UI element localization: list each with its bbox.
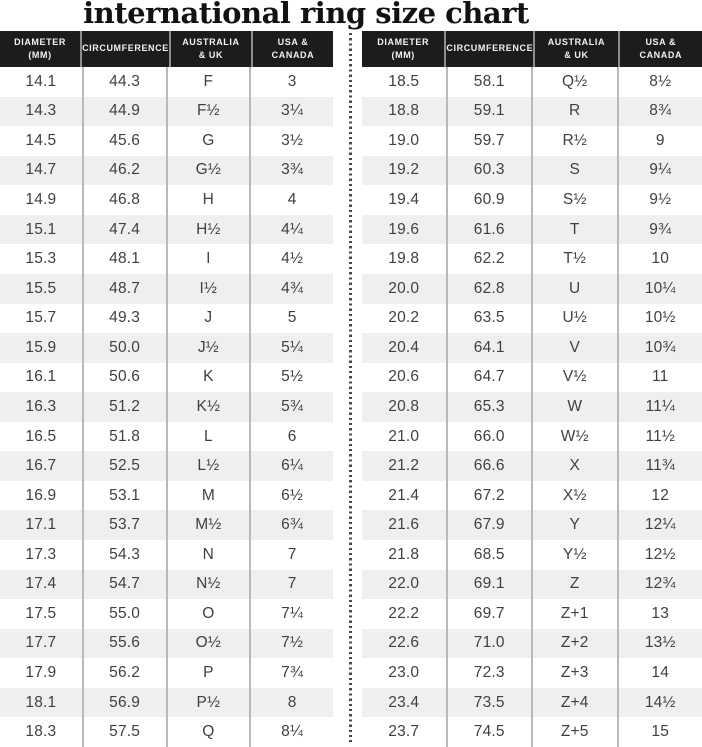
- column-header-australia-uk: [169, 31, 251, 67]
- table-cell: 49.3: [82, 304, 166, 334]
- table-row: [0, 570, 333, 600]
- table-cell: N: [166, 540, 250, 570]
- table-cell: 15.3: [25, 250, 57, 268]
- table-row: [0, 333, 333, 363]
- table-cell: 22.2: [388, 604, 420, 622]
- column-header-australia-uk: [533, 31, 617, 67]
- table-header-left: [0, 31, 333, 67]
- table-cell: 44.9: [82, 97, 166, 127]
- table-cell: 21.4: [388, 486, 420, 504]
- table-cell: 6¼: [249, 451, 333, 481]
- table-row: [0, 658, 333, 688]
- table-cell: X½: [531, 481, 617, 511]
- table-cell: 15.7: [25, 309, 57, 327]
- table-cell: Q: [166, 717, 250, 747]
- table-cell: 12¾: [617, 570, 702, 600]
- table-cell: 21.8: [388, 545, 420, 563]
- table-cell: 10¼: [617, 274, 702, 304]
- table-row: [362, 688, 702, 718]
- table-cell: 63.5: [446, 304, 532, 334]
- table-row: [362, 422, 702, 452]
- table-cell: 53.7: [82, 510, 166, 540]
- table-cell: 20.4: [388, 338, 420, 356]
- table-cell: J½: [166, 333, 250, 363]
- table-cell: L: [166, 422, 250, 452]
- column-header-line: USA &: [277, 36, 309, 47]
- table-cell: 7½: [249, 629, 333, 659]
- table-cell: P: [166, 658, 250, 688]
- table-cell: J: [166, 304, 250, 334]
- table-cell: 6¾: [249, 510, 333, 540]
- table-cell: 68.5: [446, 540, 532, 570]
- table-cell: O½: [166, 629, 250, 659]
- table-cell: H: [166, 185, 250, 215]
- table-cell: 15.1: [25, 220, 57, 238]
- table-cell: 13: [617, 599, 702, 629]
- table-cell: 16.3: [25, 397, 57, 415]
- column-header-circumference: [444, 31, 533, 67]
- column-header-line: (MM): [28, 50, 52, 60]
- table-row: [362, 274, 702, 304]
- table-cell: 21.0: [388, 427, 420, 445]
- table-cell: 18.5: [388, 72, 420, 90]
- table-cell: 10½: [617, 304, 702, 334]
- table-row: [0, 392, 333, 422]
- column-header-line: DIAMETER: [377, 36, 430, 47]
- table-cell: 23.0: [388, 664, 420, 682]
- table-cell: 48.7: [82, 274, 166, 304]
- table-cell: 62.2: [446, 244, 532, 274]
- table-cell: Z+1: [531, 599, 617, 629]
- table-cell: 66.0: [446, 422, 532, 452]
- table-cell: 3¾: [249, 156, 333, 186]
- table-cell: 5¼: [249, 333, 333, 363]
- table-row: [362, 304, 702, 334]
- table-row: [362, 451, 702, 481]
- table-cell: 50.6: [82, 363, 166, 393]
- table-cell: K: [166, 363, 250, 393]
- table-cell: 15.9: [25, 338, 57, 356]
- table-cell: 23.7: [388, 723, 420, 741]
- table-cell: 3¼: [249, 97, 333, 127]
- table-cell: 7¾: [249, 658, 333, 688]
- table-cell: Y½: [531, 540, 617, 570]
- table-cell: 56.2: [82, 658, 166, 688]
- table-row: [0, 156, 333, 186]
- table-cell: 10¾: [617, 333, 702, 363]
- table-row: [0, 540, 333, 570]
- column-header-diameter: [362, 31, 444, 67]
- table-cell: 69.1: [446, 570, 532, 600]
- table-row: [362, 156, 702, 186]
- table-cell: S: [531, 156, 617, 186]
- table-cell: 16.1: [25, 368, 57, 386]
- table-cell: 54.3: [82, 540, 166, 570]
- table-cell: 44.3: [82, 67, 166, 97]
- table-cell: N½: [166, 570, 250, 600]
- table-cell: 4: [249, 185, 333, 215]
- table-cell: 12½: [617, 540, 702, 570]
- table-cell: 4¾: [249, 274, 333, 304]
- table-cell: 7: [249, 570, 333, 600]
- table-cell: Q½: [531, 67, 617, 97]
- table-row: [362, 599, 702, 629]
- table-cell: Z+3: [531, 658, 617, 688]
- table-cell: 58.1: [446, 67, 532, 97]
- table-cell: 18.1: [25, 693, 57, 711]
- table-cell: 20.8: [388, 397, 420, 415]
- table-cell: 73.5: [446, 688, 532, 718]
- table-row: [0, 422, 333, 452]
- table-cell: 3: [249, 67, 333, 97]
- table-cell: 67.2: [446, 481, 532, 511]
- table-cell: 8¾: [617, 97, 702, 127]
- table-cell: F½: [166, 97, 250, 127]
- table-row: [362, 717, 702, 747]
- table-row: [0, 274, 333, 304]
- table-row: [362, 185, 702, 215]
- table-cell: 11¼: [617, 392, 702, 422]
- table-cell: X: [531, 451, 617, 481]
- table-cell: 16.5: [25, 427, 57, 445]
- table-row: [362, 67, 702, 97]
- table-cell: 14½: [617, 688, 702, 718]
- table-cell: 15.5: [25, 279, 57, 297]
- dotted-divider: [333, 31, 362, 747]
- column-header-line: AUSTRALIA: [182, 36, 240, 47]
- table-cell: 61.6: [446, 215, 532, 245]
- table-cell: 12: [617, 481, 702, 511]
- table-row: [362, 510, 702, 540]
- table-cell: O: [166, 599, 250, 629]
- table-cell: 71.0: [446, 629, 532, 659]
- table-cell: 9¾: [617, 215, 702, 245]
- table-cell: 19.2: [388, 161, 420, 179]
- table-cell: 55.0: [82, 599, 166, 629]
- column-header-line: CIRCUMFERENCE: [446, 43, 534, 54]
- table-cell: 69.7: [446, 599, 532, 629]
- table-cell: 22.6: [388, 634, 420, 652]
- table-cell: T: [531, 215, 617, 245]
- table-row: [0, 244, 333, 274]
- table-cell: 18.3: [25, 723, 57, 741]
- table-cell: 52.5: [82, 451, 166, 481]
- table-cell: 48.1: [82, 244, 166, 274]
- table-cell: 16.7: [25, 457, 57, 475]
- table-row: [0, 67, 333, 97]
- table-cell: 8½: [617, 67, 702, 97]
- table-cell: 11¾: [617, 451, 702, 481]
- table-cell: 10: [617, 244, 702, 274]
- table-row: [0, 599, 333, 629]
- table-cell: 59.7: [446, 126, 532, 156]
- table-cell: 47.4: [82, 215, 166, 245]
- table-row: [362, 481, 702, 511]
- column-header-line: & UK: [564, 50, 589, 60]
- table-row: [0, 451, 333, 481]
- table-cell: 9½: [617, 185, 702, 215]
- table-row: [0, 185, 333, 215]
- table-cell: 11: [617, 363, 702, 393]
- table-cell: 18.8: [388, 102, 420, 120]
- ring-size-table-left: [0, 31, 333, 747]
- column-header-circumference: [80, 31, 169, 67]
- table-row: [0, 126, 333, 156]
- ring-size-table-right: [362, 31, 702, 747]
- table-cell: 17.4: [25, 575, 57, 593]
- table-row: [0, 629, 333, 659]
- table-cell: 14.1: [25, 72, 57, 90]
- table-cell: G½: [166, 156, 250, 186]
- table-cell: 64.1: [446, 333, 532, 363]
- column-header-usa-canada: [618, 31, 702, 67]
- table-cell: 65.3: [446, 392, 532, 422]
- table-cell: 14: [617, 658, 702, 688]
- table-row: [362, 540, 702, 570]
- table-cell: 5½: [249, 363, 333, 393]
- table-cell: 8: [249, 688, 333, 718]
- table-cell: 19.8: [388, 250, 420, 268]
- table-cell: R½: [531, 126, 617, 156]
- table-cell: H½: [166, 215, 250, 245]
- table-body-right: [362, 67, 702, 747]
- column-header-line: CIRCUMFERENCE: [82, 43, 169, 54]
- table-row: [362, 570, 702, 600]
- table-cell: 46.8: [82, 185, 166, 215]
- tables-container: [0, 31, 702, 747]
- column-header-line: CANADA: [271, 50, 315, 60]
- table-cell: I: [166, 244, 250, 274]
- column-header-line: AUSTRALIA: [547, 36, 606, 47]
- table-header-right: [362, 31, 702, 67]
- table-row: [0, 304, 333, 334]
- table-cell: 9¼: [617, 156, 702, 186]
- table-cell: 64.7: [446, 363, 532, 393]
- table-cell: Z: [531, 570, 617, 600]
- table-cell: Z+2: [531, 629, 617, 659]
- table-cell: 4¼: [249, 215, 333, 245]
- table-row: [0, 97, 333, 127]
- column-header-line: DIAMETER: [14, 36, 66, 47]
- column-header-line: CANADA: [639, 50, 683, 60]
- table-cell: I½: [166, 274, 250, 304]
- table-cell: G: [166, 126, 250, 156]
- column-header-line: (MM): [391, 50, 415, 60]
- column-header-line: & UK: [198, 50, 224, 60]
- table-cell: 17.3: [25, 545, 57, 563]
- table-row: [0, 688, 333, 718]
- table-cell: 3½: [249, 126, 333, 156]
- table-cell: Y: [531, 510, 617, 540]
- table-cell: 7¼: [249, 599, 333, 629]
- table-cell: T½: [531, 244, 617, 274]
- table-row: [362, 658, 702, 688]
- table-cell: 14.5: [25, 131, 57, 149]
- table-cell: 13½: [617, 629, 702, 659]
- table-cell: 6: [249, 422, 333, 452]
- table-row: [362, 363, 702, 393]
- table-row: [362, 215, 702, 245]
- table-row: [362, 333, 702, 363]
- table-cell: 14.7: [25, 161, 57, 179]
- table-cell: 17.7: [25, 634, 57, 652]
- table-cell: V½: [531, 363, 617, 393]
- table-cell: 66.6: [446, 451, 532, 481]
- table-cell: 11½: [617, 422, 702, 452]
- table-cell: 19.0: [388, 131, 420, 149]
- table-cell: 16.9: [25, 486, 57, 504]
- table-cell: 51.2: [82, 392, 166, 422]
- table-cell: 5: [249, 304, 333, 334]
- table-cell: 14.3: [25, 102, 57, 120]
- table-cell: 19.6: [388, 220, 420, 238]
- table-cell: 14.9: [25, 191, 57, 209]
- table-cell: 9: [617, 126, 702, 156]
- table-cell: 72.3: [446, 658, 532, 688]
- table-cell: W½: [531, 422, 617, 452]
- table-cell: 21.6: [388, 516, 420, 534]
- table-row: [0, 363, 333, 393]
- table-cell: 60.3: [446, 156, 532, 186]
- table-cell: 19.4: [388, 191, 420, 209]
- table-cell: 21.2: [388, 457, 420, 475]
- table-cell: 12¼: [617, 510, 702, 540]
- table-cell: S½: [531, 185, 617, 215]
- table-cell: 22.0: [388, 575, 420, 593]
- table-cell: 8¼: [249, 717, 333, 747]
- table-cell: 53.1: [82, 481, 166, 511]
- table-row: [0, 717, 333, 747]
- table-cell: M: [166, 481, 250, 511]
- table-cell: 6½: [249, 481, 333, 511]
- table-cell: F: [166, 67, 250, 97]
- table-cell: 55.6: [82, 629, 166, 659]
- table-cell: 15: [617, 717, 702, 747]
- table-cell: P½: [166, 688, 250, 718]
- table-cell: 50.0: [82, 333, 166, 363]
- table-cell: 62.8: [446, 274, 532, 304]
- table-cell: 67.9: [446, 510, 532, 540]
- table-row: [0, 510, 333, 540]
- table-cell: 5¾: [249, 392, 333, 422]
- table-body-left: [0, 67, 333, 747]
- table-cell: 57.5: [82, 717, 166, 747]
- table-cell: 46.2: [82, 156, 166, 186]
- table-cell: 4½: [249, 244, 333, 274]
- table-cell: 45.6: [82, 126, 166, 156]
- table-cell: 74.5: [446, 717, 532, 747]
- column-header-usa-canada: [251, 31, 333, 67]
- page-title: international ring size chart: [83, 0, 529, 30]
- table-cell: 60.9: [446, 185, 532, 215]
- table-cell: 20.2: [388, 309, 420, 327]
- column-header-diameter: [0, 31, 80, 67]
- column-header-line: USA &: [645, 36, 677, 47]
- table-cell: M½: [166, 510, 250, 540]
- table-row: [362, 126, 702, 156]
- table-row: [362, 629, 702, 659]
- table-cell: 17.1: [25, 516, 57, 534]
- table-cell: U: [531, 274, 617, 304]
- table-cell: Z+4: [531, 688, 617, 718]
- table-cell: 17.5: [25, 604, 57, 622]
- table-row: [362, 97, 702, 127]
- table-cell: Z+5: [531, 717, 617, 747]
- table-cell: R: [531, 97, 617, 127]
- table-cell: W: [531, 392, 617, 422]
- table-cell: 7: [249, 540, 333, 570]
- table-row: [362, 392, 702, 422]
- table-cell: 59.1: [446, 97, 532, 127]
- table-row: [0, 481, 333, 511]
- table-row: [0, 215, 333, 245]
- table-row: [362, 244, 702, 274]
- table-cell: U½: [531, 304, 617, 334]
- table-cell: 20.6: [388, 368, 420, 386]
- table-cell: K½: [166, 392, 250, 422]
- table-cell: 20.0: [388, 279, 420, 297]
- table-cell: 23.4: [388, 693, 420, 711]
- table-cell: L½: [166, 451, 250, 481]
- table-cell: 17.9: [25, 664, 57, 682]
- table-cell: 56.9: [82, 688, 166, 718]
- table-cell: 51.8: [82, 422, 166, 452]
- table-cell: V: [531, 333, 617, 363]
- table-cell: 54.7: [82, 570, 166, 600]
